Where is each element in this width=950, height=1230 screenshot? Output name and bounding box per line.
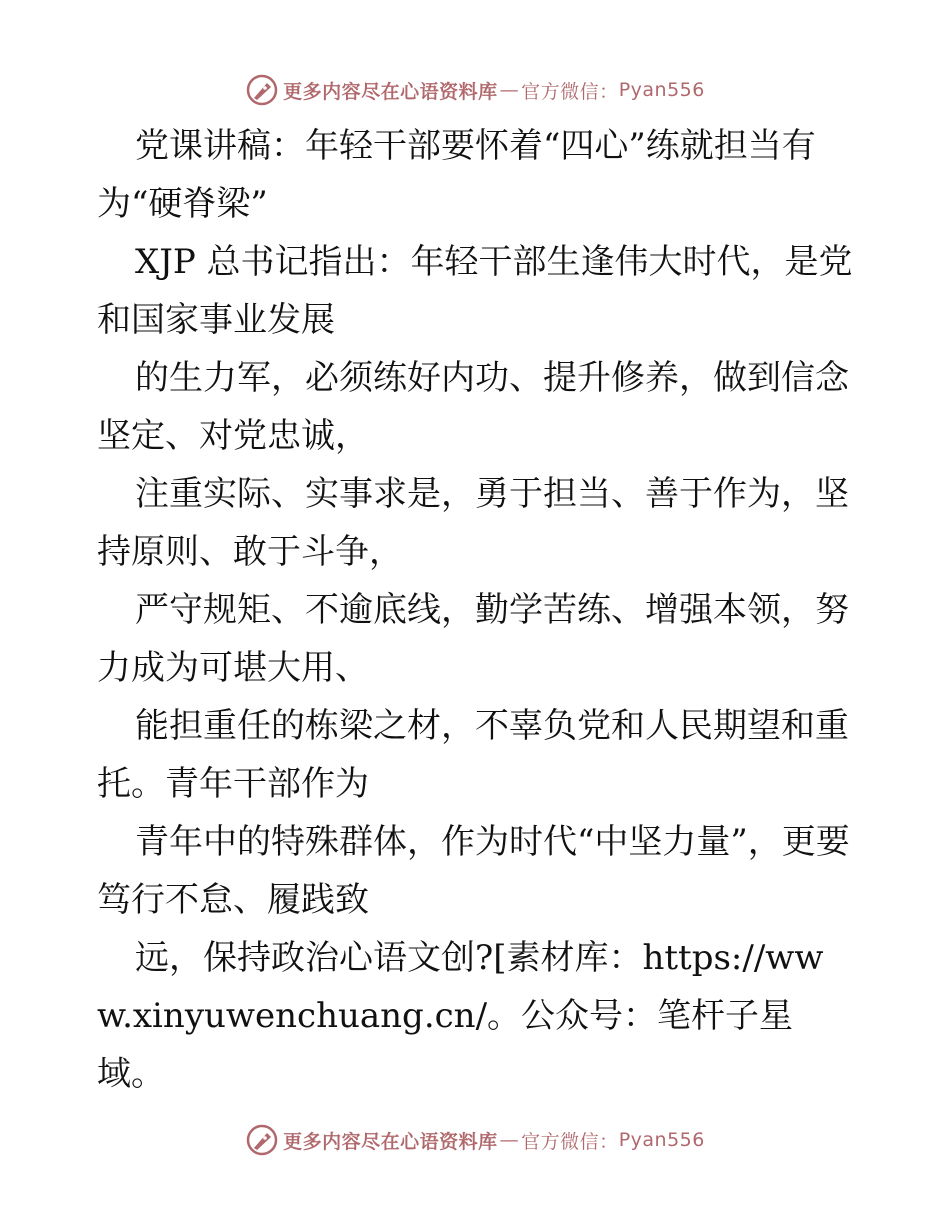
watermark-official: 官方微信：: [521, 80, 619, 103]
paragraph: 的生力军，必须练好内功、提升修养，做到信念坚定、对党忠诚，: [97, 358, 849, 456]
paragraph: 能担重任的栋梁之材，不辜负党和人民期望和重托。青年干部作为: [97, 706, 849, 804]
paragraph: 注重实际、实事求是，勇于担当、善于作为，坚持原则、敢于斗争，: [97, 474, 849, 572]
header-watermark: [0, 70, 950, 110]
watermark-separator: —: [499, 79, 520, 101]
watermark-text: 更多内容尽在心语资料库: [283, 80, 498, 103]
paragraph: 青年中的特殊群体，作为时代“中坚力量”，更要笃行不怠、履践致: [97, 822, 850, 920]
paragraph: XJP 总书记指出：年轻干部生逢伟大时代，是党和国家事业发展: [97, 242, 853, 340]
watermark-wechat-id: Pyan556: [618, 79, 705, 101]
watermark-official: 官方微信：: [521, 1130, 619, 1153]
paragraph-title: 党课讲稿：年轻干部要怀着“四心”练就担当有为“硬脊梁”: [97, 126, 816, 224]
footer-watermark: [0, 1120, 950, 1160]
paragraph: 严守规矩、不逾底线，勤学苦练、增强本领，努力成为可堪大用、: [97, 590, 849, 688]
pen-nib-logo-icon: [245, 73, 279, 107]
document-body: [97, 117, 857, 1103]
pen-nib-logo-icon: [245, 1123, 279, 1157]
paragraph: 远，保持政治心语文创?[素材库：https://www.xinyuwenchuang.cn/。公众号：笔杆子星域。: [97, 938, 824, 1094]
watermark-wechat-id: Pyan556: [618, 1129, 705, 1151]
watermark-text: 更多内容尽在心语资料库: [283, 1130, 498, 1153]
watermark-separator: —: [499, 1129, 520, 1151]
